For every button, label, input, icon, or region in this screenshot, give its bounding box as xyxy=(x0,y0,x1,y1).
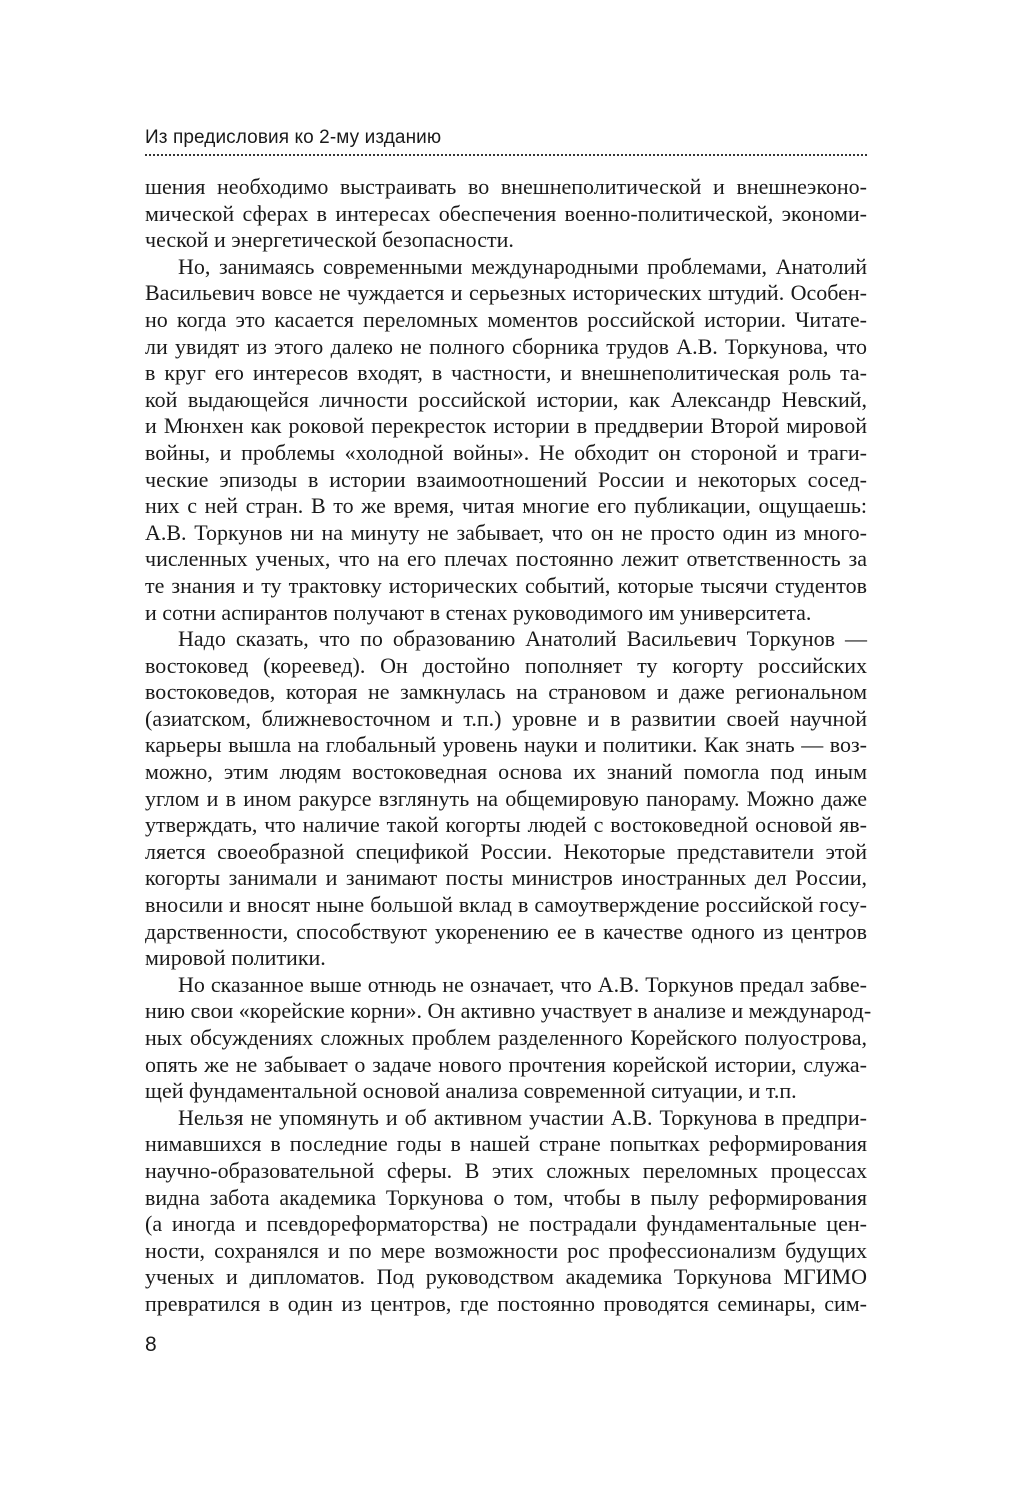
text-line: них с ней стран. В то же время, читая многие его публикации, ощущаешь: xyxy=(145,493,867,519)
text-line: опять же не забывает о задаче нового прочтения корейской истории, служа- xyxy=(145,1051,867,1077)
text-line: ляется своеобразной спецификой России. Некоторые представители этой xyxy=(145,838,867,864)
text-line: вносили и вносят ныне большой вклад в самоутверждение российской госу- xyxy=(145,892,867,918)
paragraph xyxy=(145,626,867,972)
text-line: А.В. Торкунов ни на минуту не забывает, что он не просто один из много- xyxy=(145,519,867,545)
body-text xyxy=(145,174,872,1318)
text-line: войны, и проблемы «холодной войны». Не обходит он стороной и траги- xyxy=(145,439,867,465)
text-line: но когда это касается переломных моментов российской истории. Читате- xyxy=(145,306,867,332)
text-line: можно, этим людям востоковедная основа их знаний помогла под иным xyxy=(145,759,867,785)
text-line: превратился в один из центров, где постоянно проводятся семинары, сим- xyxy=(145,1290,867,1316)
text-line: щей фундаментальной основой анализа современной ситуации, и т.п. xyxy=(145,1078,797,1104)
text-line: ных обсуждениях сложных проблем разделенного Корейского полуострова, xyxy=(145,1025,867,1050)
text-line: ученых и дипломатов. Под руководством академика Торкунова МГИМО xyxy=(145,1264,867,1290)
text-line: востоковедов, которая не замкнулась на страновом и даже региональном xyxy=(145,679,867,705)
text-line: нимавшихся в последние годы в нашей стране попытках реформирования xyxy=(145,1131,867,1157)
text-line: видна забота академика Торкунова о том, чтобы в пылу реформирования xyxy=(145,1184,867,1210)
text-line: ческие эпизоды в истории взаимоотношений России и некоторых сосед- xyxy=(145,466,867,492)
text-line: ности, сохранялся и по мере возможности рос профессионализм будущих xyxy=(145,1237,867,1263)
text-line: те знания и ту трактовку исторических событий, которые тысячи студентов xyxy=(145,572,867,598)
text-line: когорты занимали и занимают посты министров иностранных дел России, xyxy=(145,865,867,891)
text-line: карьеры вышла на глобальный уровень науки и политики. Как знать — воз- xyxy=(145,732,867,758)
text-line: Но, занимаясь современными международными проблемами, Анатолий xyxy=(178,253,867,279)
text-line: мической сферах в интересах обеспечения военно-политической, экономи- xyxy=(145,200,867,226)
text-line: и сотни аспирантов получают в стенах руководимого им университета. xyxy=(145,599,812,625)
text-line: научно-образовательной сферы. В этих сложных переломных процессах xyxy=(145,1157,867,1183)
text-line: мировой политики. xyxy=(145,945,326,971)
page-number: 8 xyxy=(145,1333,157,1356)
text-line: и Мюнхен как роковой перекресток истории в преддверии Второй мировой xyxy=(145,413,867,439)
text-line: востоковед (кореевед). Он достойно пополняет ту когорту российских xyxy=(145,652,867,678)
text-line: в круг его интересов входят, в частности, и внешнеполитическая роль та- xyxy=(145,360,867,386)
text-line: Нельзя не упомянуть и об активном участии А.В. Торкунова в предпри- xyxy=(178,1104,867,1130)
text-line: нию свои «корейские корни». Он активно участвует в анализе и международ- xyxy=(145,998,872,1024)
paragraph xyxy=(145,254,867,626)
text-line: ли увидят из этого далеко не полного сборника трудов А.В. Торкунова, что xyxy=(145,333,867,359)
text-line: кой выдающейся личности российской истории, как Александр Невский, xyxy=(145,386,867,412)
text-line: Надо сказать, что по образованию Анатолий Васильевич Торкунов — xyxy=(178,626,867,652)
text-line: дарственности, способствуют укоренению ее в качестве одного из центров xyxy=(145,918,867,944)
text-line: ческой и энергетической безопасности. xyxy=(145,227,514,253)
text-line: утверждать, что наличие такой когорты людей с востоковедной основой яв- xyxy=(145,812,867,838)
text-line: (азиатском, ближневосточном и т.п.) уровне и в развитии своей научной xyxy=(145,705,867,731)
text-line: шения необходимо выстраивать во внешнеполитической и внешнеэконо- xyxy=(145,174,867,199)
running-header: Из предисловия ко 2-му изданию xyxy=(145,124,867,156)
text-line: численных ученых, что на его плечах постоянно лежит ответственность за xyxy=(145,546,867,572)
text-line: Но сказанное выше отнюдь не означает, что А.В. Торкунов предал забве- xyxy=(178,971,867,997)
paragraph xyxy=(145,971,872,1105)
text-line: (а иногда и псевдореформаторства) не пострадали фундаментальные цен- xyxy=(145,1211,867,1237)
paragraph xyxy=(145,1105,867,1318)
text-line: Васильевич вовсе не чуждается и серьезных исторических штудий. Особен- xyxy=(145,280,867,306)
paragraph xyxy=(145,174,867,254)
text-line: углом и в ином ракурсе взглянуть на общемировую панораму. Можно даже xyxy=(145,785,867,811)
